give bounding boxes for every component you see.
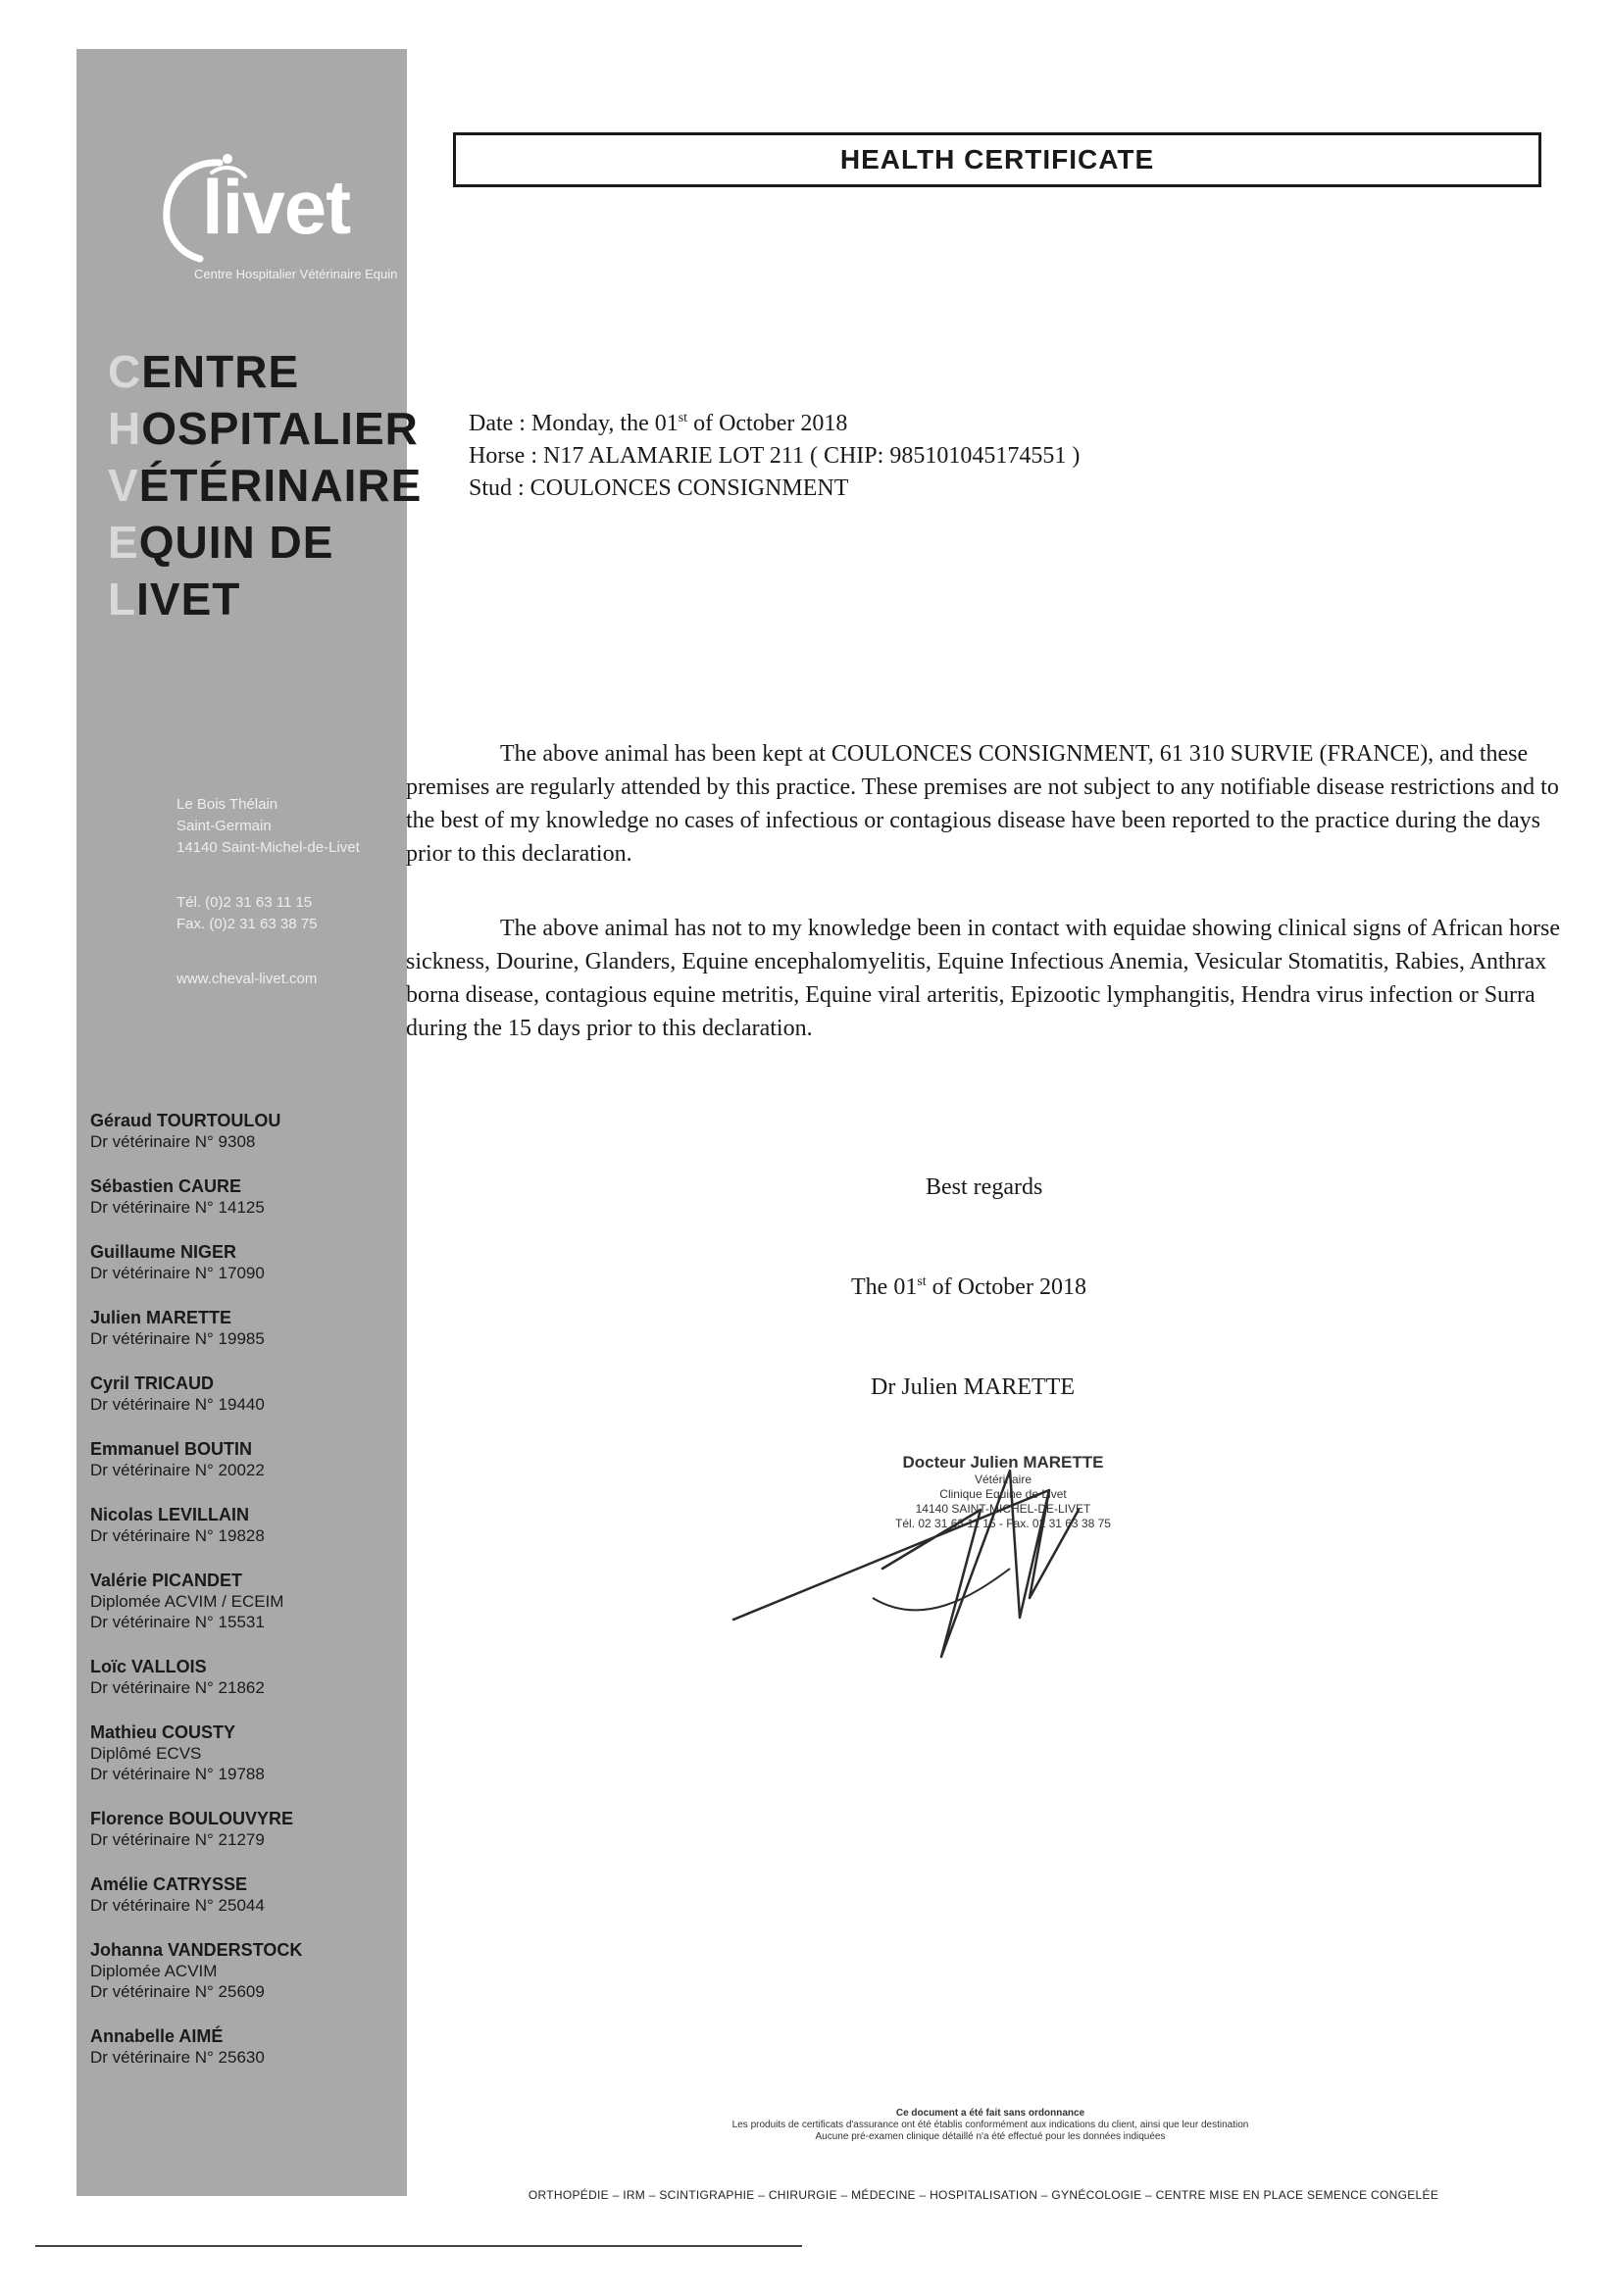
paragraph-contact: The above animal has not to my knowledge been in contact with equidae showing clinical signs of African horse sickness, Dourine, Glanders, Equine encephalomyelitis, Equine Infectious Anemia, Vesicular Stomatitis, Rabies, Anthrax borna disease, contagious equine metritis, Equine viral arteritis, Epizootic lymphangitis, Hendra virus infection or Surra during the 15 days prior to this declaration. [406,916,1561,1041]
signatory-name: Dr Julien MARETTE [871,1374,1075,1400]
contact-line: Tél. (0)2 31 63 11 15 [176,894,313,911]
veterinarian-detail: Dr vétérinaire N° 25609 [90,1982,265,2001]
veterinarian-name: Johanna VANDERSTOCK [90,1940,303,1960]
veterinarian-list [90,1110,394,2091]
organization-name-line [108,400,422,457]
organization-name [108,343,422,627]
address-line: Le Bois Thélain [176,796,278,813]
footer-notes [510,2108,1471,2143]
stamp-line: Tél. 02 31 63 11 15 - Fax. 02 31 63 38 75 [895,1517,1111,1530]
veterinarian-detail: Dr vétérinaire N° 14125 [90,1198,265,1217]
organization-word: IVET [136,574,241,624]
veterinarian-name: Guillaume NIGER [90,1242,237,1262]
organization-initial: E [108,517,139,568]
organization-initial: C [108,346,142,397]
veterinarian-entry [90,1939,394,2002]
veterinarian-detail: Dr vétérinaire N° 9308 [90,1132,256,1151]
stamp-line: Vétérinaire [974,1472,1032,1486]
stamp-title: Docteur Julien MARETTE [902,1453,1104,1472]
horse-line: Horse : N17 ALAMARIE LOT 211 ( CHIP: 985101045174551 ) [469,443,1081,469]
date-line: Date : Monday, the 01st of October 2018 [469,411,848,436]
stamp-line: 14140 SAINT-MICHEL-DE-LIVET [915,1502,1091,1516]
closing-salutation: Best regards [926,1174,1043,1200]
veterinarian-entry [90,1570,394,1632]
organization-word: QUIN DE [138,517,334,568]
organization-name-line [108,343,422,400]
veterinarian-detail: Diplômé ECVS [90,1744,202,1763]
veterinarian-detail: Dr vétérinaire N° 19828 [90,1526,265,1545]
stud-line: Stud : COULONCES CONSIGNMENT [469,475,849,501]
paragraph-premises: The above animal has been kept at COULONCES CONSIGNMENT, 61 310 SURVIE (FRANCE), and these premises are regularly attended by this practice. These premises are not subject to any notifiable disease restrictions and to the best of my knowledge no cases of infectious or contagious disease have been reported to the practice during the days prior to this declaration. [406,741,1559,867]
veterinarian-entry [90,1110,394,1152]
veterinarian-detail: Dr vétérinaire N° 20022 [90,1461,265,1479]
veterinarian-detail: Dr vétérinaire N° 19788 [90,1765,265,1783]
organization-initial: V [108,460,139,511]
clinic-website: www.cheval-livet.com [176,971,318,987]
clinic-address [176,794,360,859]
organization-word: OSPITALIER [141,403,419,454]
veterinarian-entry [90,1504,394,1546]
veterinarian-detail: Dr vétérinaire N° 21279 [90,1830,265,1849]
veterinarian-name: Géraud TOURTOULOU [90,1111,281,1130]
veterinarian-detail: Dr vétérinaire N° 17090 [90,1264,265,1282]
organization-name-line [108,514,422,571]
address-line: 14140 Saint-Michel-de-Livet [176,839,360,856]
veterinarian-name: Mathieu COUSTY [90,1722,236,1742]
veterinarian-name: Amélie CATRYSSE [90,1874,248,1894]
veterinarian-name: Emmanuel BOUTIN [90,1439,253,1459]
veterinarian-entry [90,1656,394,1698]
services-list: ORTHOPÉDIE – IRM – SCINTIGRAPHIE – CHIRURGIE – MÉDECINE – HOSPITALISATION – GYNÉCOLOGIE – CENTRE MISE EN PLACE SEMENCE CONGELÉE [528,2188,1439,2202]
veterinarian-entry [90,2025,394,2068]
veterinarian-entry [90,1241,394,1283]
veterinarian-entry [90,1722,394,1784]
veterinarian-detail: Dr vétérinaire N° 25630 [90,2048,265,2067]
address-line: Saint-Germain [176,818,272,834]
veterinarian-name: Sébastien CAURE [90,1176,242,1196]
veterinarian-name: Loïc VALLOIS [90,1657,207,1676]
veterinarian-entry [90,1175,394,1218]
logo-wordmark: livet [202,164,351,250]
veterinarian-detail: Dr vétérinaire N° 19985 [90,1329,265,1348]
organization-word: ENTRE [141,346,300,397]
organization-name-line [108,571,422,627]
stamp-line: Clinique Equine de Livet [939,1487,1067,1501]
letterhead-sidebar [76,49,423,2196]
signature-date: The 01st of October 2018 [851,1274,1086,1300]
veterinarian-detail: Dr vétérinaire N° 19440 [90,1395,265,1414]
bottom-rule [35,2245,802,2247]
organization-name-line [108,457,422,514]
veterinarian-entry [90,1873,394,1916]
footer-note-line: Ce document a été fait sans ordonnance [895,2108,1085,2119]
veterinarian-detail: Dr vétérinaire N° 25044 [90,1896,265,1915]
veterinarian-detail: Diplomée ACVIM [90,1962,218,1980]
veterinarian-entry [90,1808,394,1850]
veterinarian-name: Florence BOULOUVYRE [90,1809,294,1828]
organization-initial: H [108,403,142,454]
veterinarian-name: Valérie PICANDET [90,1571,243,1590]
veterinarian-name: Nicolas LEVILLAIN [90,1505,250,1524]
organization-word: ÉTÉRINAIRE [138,460,423,511]
document-title: HEALTH CERTIFICATE [453,132,1541,187]
veterinarian-name: Julien MARETTE [90,1308,232,1327]
veterinarian-entry [90,1373,394,1415]
veterinarian-detail: Diplomée ACVIM / ECEIM [90,1592,284,1611]
certificate-header [469,402,1080,505]
logo-tagline: Centre Hospitalier Vétérinaire Equin [194,267,398,281]
veterinarian-entry [90,1307,394,1349]
contact-line: Fax. (0)2 31 63 38 75 [176,916,318,932]
veterinarian-detail: Dr vétérinaire N° 15531 [90,1613,265,1631]
clinic-contact [176,892,317,935]
veterinarian-name: Cyril TRICAUD [90,1373,215,1393]
footer-note-line: Les produits de certificats d'assurance ont été établis conformément aux indications du client, ainsi que leur destination [731,2120,1249,2130]
veterinarian-detail: Dr vétérinaire N° 21862 [90,1678,265,1697]
clinic-logo [116,108,398,281]
organization-initial: L [108,574,137,624]
veterinarian-name: Annabelle AIMÉ [90,2026,224,2046]
footer-note-line: Aucune pré-examen clinique détaillé n'a été effectué pour les données indiquées [815,2131,1166,2142]
handwritten-signature [726,1451,1137,1686]
veterinarian-entry [90,1438,394,1480]
